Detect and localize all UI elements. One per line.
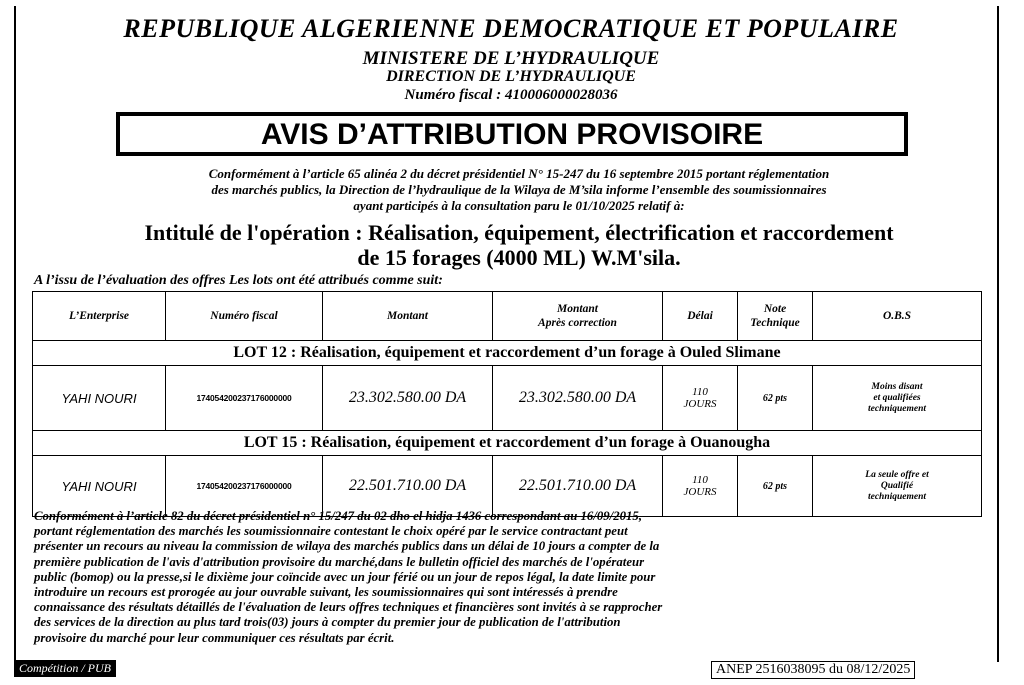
col-header-enterprise: L’Enterprise xyxy=(33,292,166,341)
legal-line: Conformément à l’article 82 du décret présidentiel n° 15/247 du 02 dho el hidja 1436 correspondant au 16/09/2015, xyxy=(34,509,643,523)
header-republic: REPUBLIQUE ALGERIENNE DEMOCRATIQUE ET POPULAIRE xyxy=(123,14,899,43)
intro-line: Conformément à l’article 65 alinéa 2 du décret présidentiel N° 15-247 du 16 septembre 2015 portant réglementation xyxy=(208,166,830,181)
delay-cell: 110 JOURS xyxy=(663,366,738,431)
amount-cell: 23.302.580.00 DA xyxy=(323,366,493,431)
note-cell: 62 pts xyxy=(738,456,813,517)
col-header-obs: O.B.S xyxy=(813,292,982,341)
operation-line: de 15 forages (4000 ML) W.M'sila. xyxy=(357,245,681,270)
header-fiscal-number: Numéro fiscal : 410006000028036 xyxy=(404,87,618,103)
enterprise-cell: YAHI NOURI xyxy=(33,366,166,431)
attribution-table xyxy=(32,291,982,517)
table-row xyxy=(33,456,982,517)
legal-line: des services de la direction au plus tard trois(03) jours à compter du premier jour de publication de l'attribution xyxy=(34,615,621,630)
lot-12-title: LOT 12 : Réalisation, équipement et raccordement d’un forage à Ouled Slimane xyxy=(33,341,982,366)
legal-line: présenter un recours au niveau la commission de wilaya des marchés publics dans un délai de 10 jours a compter de la xyxy=(34,539,660,554)
header-ministry: MINISTERE DE L’HYDRAULIQUE xyxy=(362,48,660,69)
delay-cell: 110 JOURS xyxy=(663,456,738,517)
col-header-fiscal-number: Numéro fiscal xyxy=(166,292,323,341)
fiscal-number-cell: 174054200237176000000 xyxy=(166,456,323,517)
legal-line: portant réglementation des marchés les soumissionnaire contestant le choix opéré par le service contractant peut xyxy=(34,524,628,539)
intro-line: des marchés publics, la Direction de l’hydraulique de la Wilaya de M’sila informe l’ensemble des soumissionnaires xyxy=(211,182,827,197)
intro-line: ayant participés à la consultation paru le 01/10/2025 relatif à: xyxy=(353,198,685,213)
legal-line: première publication de l'avis d'attribution provisoire du marché,dans le bulletin officiel des marchés de l'opérateur xyxy=(34,554,645,569)
header-direction: DIRECTION DE L’HYDRAULIQUE xyxy=(386,68,636,85)
col-header-technical-note: Note Technique xyxy=(738,292,813,341)
notice-title: AVIS D’ATTRIBUTION PROVISOIRE xyxy=(116,112,908,156)
operation-title xyxy=(34,220,1004,270)
col-header-amount: Montant xyxy=(323,292,493,341)
lot-15-title: LOT 15 : Réalisation, équipement et raccordement d’un forage à Ouanougha xyxy=(33,431,982,456)
notice-page xyxy=(14,4,1008,682)
category-label: Compétition / PUB xyxy=(14,660,116,677)
legal-line: public (bomop) ou la presse,si le dixième jour coïncide avec un jour férié ou un jour de repos légal, la date limite pour xyxy=(34,569,656,584)
obs-cell: La seule offre et Qualifié techniquement xyxy=(813,456,982,517)
col-header-amount-corrected: Montant Après correction xyxy=(493,292,663,341)
lot-title-row xyxy=(33,341,982,366)
table-row xyxy=(33,366,982,431)
amount-corrected-cell: 23.302.580.00 DA xyxy=(493,366,663,431)
col-header-delay: Délai xyxy=(663,292,738,341)
legal-line: connaissance des résultats détaillés de l'évaluation de leurs offres techniques et financières sont invités à se rapprocher xyxy=(34,600,663,615)
lot-title-row xyxy=(33,431,982,456)
legal-line: provisoire du marché pour leur communiquer ces résultats par écrit. xyxy=(34,630,395,645)
amount-corrected-cell: 22.501.710.00 DA xyxy=(493,456,663,517)
table-header-row xyxy=(33,292,982,341)
enterprise-cell: YAHI NOURI xyxy=(33,456,166,517)
anep-reference: ANEP 2516038095 du 08/12/2025 xyxy=(711,661,915,679)
lots-intro: A l’issu de l’évaluation des offres Les lots ont été attribués comme suit: xyxy=(34,273,443,288)
note-cell: 62 pts xyxy=(738,366,813,431)
intro-paragraph xyxy=(54,166,984,214)
amount-cell: 22.501.710.00 DA xyxy=(323,456,493,517)
legal-paragraph xyxy=(34,509,994,646)
legal-line: introduire un recours est prorogée au jour ouvrable suivant, les soumissionnaires qui sont intéressés à prendre xyxy=(34,585,618,600)
operation-line: Intitulé de l'opération : Réalisation, équipement, électrification et raccordement xyxy=(144,220,894,245)
obs-cell: Moins disant et qualifiées techniquement xyxy=(813,366,982,431)
fiscal-number-cell: 174054200237176000000 xyxy=(166,366,323,431)
